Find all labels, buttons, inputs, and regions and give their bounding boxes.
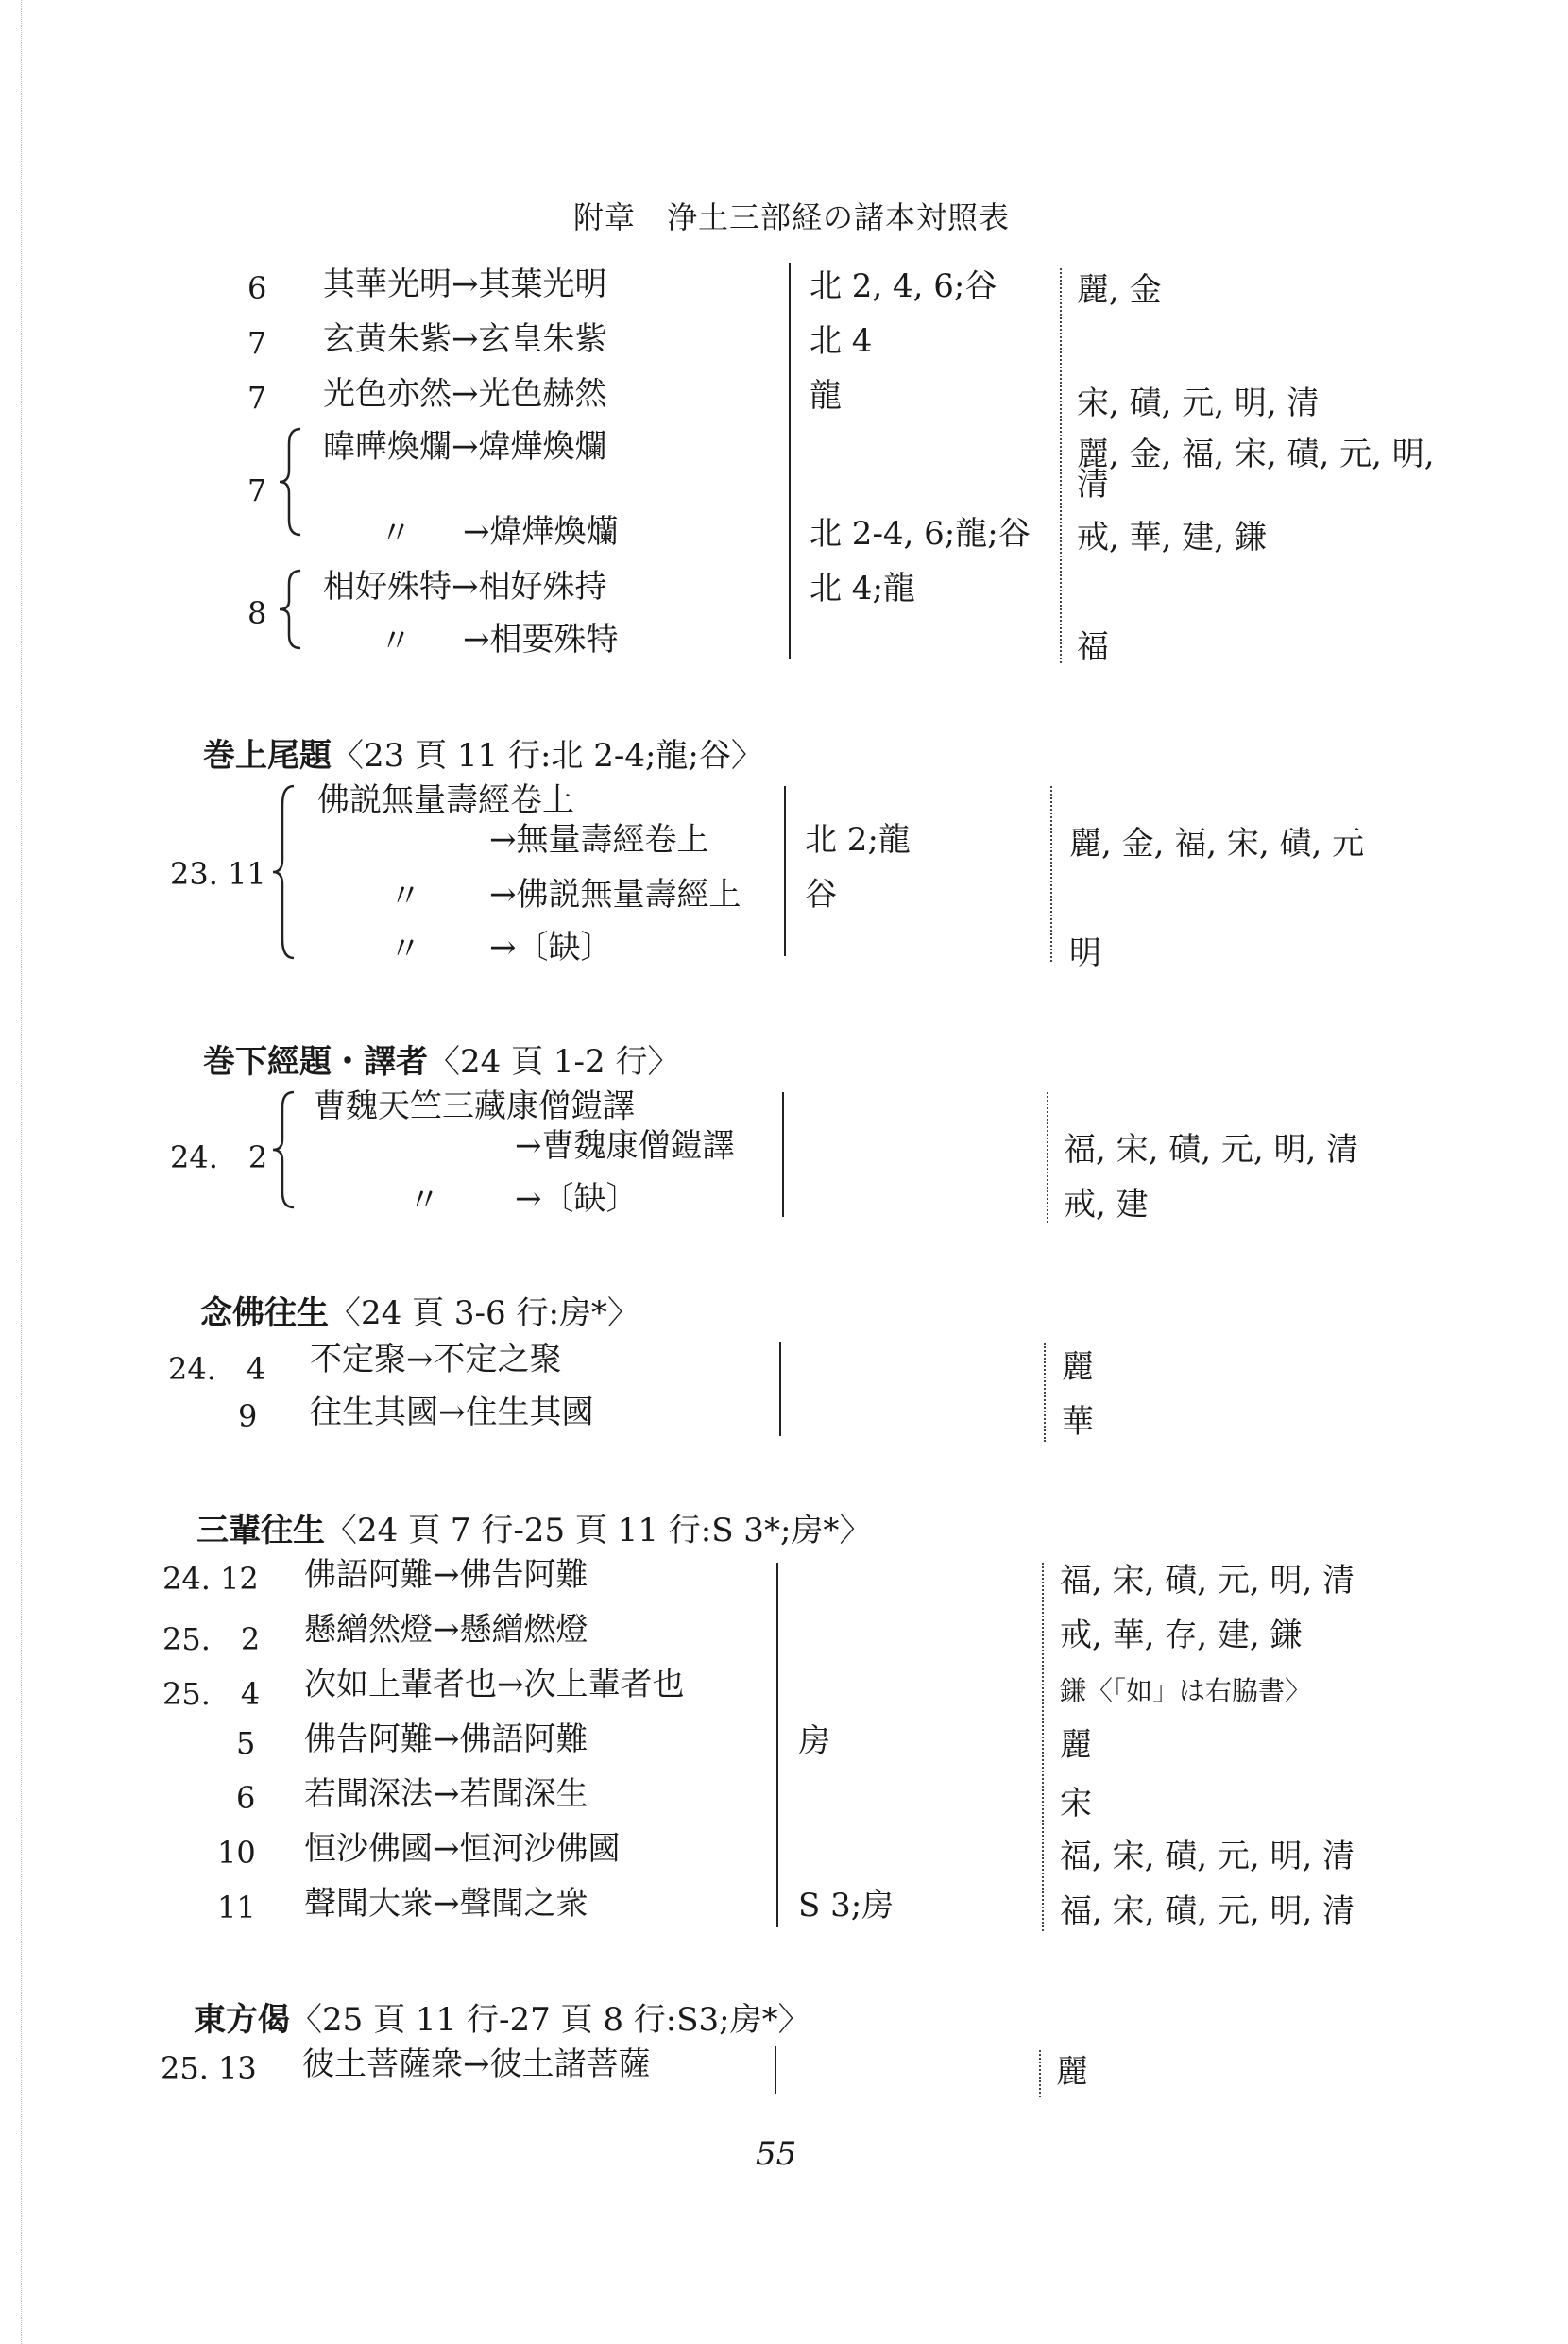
row-number: 24. 12 [162, 1561, 259, 1597]
section-title: 念佛往生 [200, 1294, 329, 1332]
row-text: 若聞深法→若聞深生 [304, 1775, 588, 1813]
row-right: 福, 宋, 磧, 元, 明, 清 [1060, 1562, 1355, 1600]
row-number: 7 [247, 380, 267, 416]
row-middle: 房 [798, 1722, 830, 1760]
section-reference: 〈23 頁 11 行:北 2-4;龍;谷〉 [332, 737, 763, 775]
column-dotted-rule [1060, 268, 1062, 663]
row-text: 光色亦然→光色赫然 [323, 375, 607, 413]
group-number: 7 [247, 472, 267, 508]
row-text: 暐曄煥爛→煒燁煥爛 [323, 428, 607, 466]
row-right: 麗, 金, 福, 宋, 磧, 元, 明, [1077, 436, 1435, 473]
row-number: 11 [217, 1890, 256, 1925]
column-rule [784, 786, 786, 956]
brace-icon [276, 425, 308, 539]
ditto-mark: 〃 [380, 515, 412, 553]
column-rule [776, 1563, 778, 1927]
column-rule [775, 2046, 776, 2094]
column-rule [782, 1092, 784, 1217]
row-number: 5 [236, 1725, 256, 1761]
row-text: 其華光明→其葉光明 [323, 265, 607, 303]
row-middle: 谷 [805, 876, 837, 914]
row-right: 福 [1077, 628, 1109, 666]
section-title: 東方偈 [194, 2001, 290, 2039]
row-text: 往生其國→住生其國 [310, 1394, 594, 1431]
row-middle: 北 2-4, 6;龍;谷 [810, 515, 1031, 553]
row-text: 相好殊特→相好殊持 [323, 568, 607, 606]
row-text: 佛説無量壽經卷上 [317, 781, 574, 819]
row-right: 鎌〈「如」は右脇書〉 [1060, 1675, 1312, 1706]
row-right: 麗, 金, 福, 宋, 磧, 元 [1069, 825, 1365, 863]
column-dotted-rule [1042, 1563, 1044, 1931]
group-number: 23. 11 [170, 856, 266, 892]
column-rule [779, 1342, 781, 1436]
row-text: →煒燁煥爤 [463, 513, 619, 551]
group-number: 8 [247, 595, 267, 631]
row-text: 懸繒然燈→懸繒燃燈 [304, 1611, 588, 1649]
row-right-cont: 清 [1077, 466, 1109, 504]
scan-edge [0, 0, 22, 2344]
row-number: 6 [247, 270, 267, 306]
row-right: 戒, 華, 建, 鎌 [1077, 519, 1267, 556]
section-heading [203, 1035, 679, 1082]
row-number: 24. 4 [168, 1351, 266, 1387]
row-right: 麗 [1062, 1348, 1094, 1386]
row-text: →無量壽經卷上 [489, 821, 709, 859]
column-rule [789, 263, 791, 659]
section-title: 巻下經題・譯者 [203, 1043, 428, 1081]
row-text: 曹魏天竺三藏康僧鎧譯 [314, 1087, 635, 1125]
section-title: 三輩往生 [196, 1512, 325, 1549]
row-middle: S 3;房 [798, 1887, 895, 1925]
row-right: 明 [1069, 934, 1101, 972]
column-dotted-rule [1044, 1343, 1046, 1442]
row-number: 25. 13 [161, 2050, 257, 2086]
section-title: 巻上尾題 [203, 737, 332, 775]
brace-icon [269, 1088, 301, 1211]
section-heading [203, 729, 763, 776]
row-right: 宋 [1060, 1785, 1092, 1822]
row-number: 9 [238, 1398, 258, 1434]
section-heading [200, 1287, 639, 1333]
row-text: 佛告阿難→佛語阿難 [304, 1720, 588, 1758]
row-text: 次如上輩者也→次上輩者也 [304, 1666, 685, 1703]
row-text: 玄黄朱紫→玄皇朱紫 [323, 320, 607, 358]
section-heading [196, 1504, 871, 1550]
row-right: 麗, 金 [1077, 271, 1162, 309]
ditto-mark: 〃 [389, 878, 421, 915]
page-header: 附章 浄土三部経の諸本対照表 [573, 199, 1011, 235]
row-right: 福, 宋, 磧, 元, 明, 清 [1064, 1131, 1359, 1169]
row-number: 10 [217, 1835, 256, 1871]
row-middle: 北 4;龍 [810, 570, 915, 607]
page-number: 55 [756, 2135, 797, 2173]
group-number: 24. 2 [170, 1139, 268, 1175]
brace-icon [269, 782, 301, 962]
column-dotted-rule [1050, 786, 1052, 962]
brace-icon [276, 567, 308, 652]
section-reference: 〈24 頁 3-6 行:房*〉 [329, 1294, 639, 1332]
section-reference: 〈24 頁 7 行-25 頁 11 行:S 3*;房*〉 [325, 1512, 872, 1549]
row-right: 麗 [1056, 2053, 1088, 2091]
row-right: 戒, 華, 存, 建, 鎌 [1060, 1617, 1303, 1654]
row-text: →〔缺〕 [515, 1180, 639, 1218]
row-middle: 北 4 [810, 322, 873, 360]
section-heading [194, 1993, 810, 2040]
section-reference: 〈25 頁 11 行-27 頁 8 行:S3;房*〉 [290, 2001, 810, 2039]
row-number: 25. 2 [162, 1621, 261, 1657]
row-right: 福, 宋, 磧, 元, 明, 清 [1060, 1892, 1355, 1930]
row-text: 佛語阿難→佛告阿難 [304, 1556, 588, 1594]
row-text: 恒沙佛國→恒河沙佛國 [304, 1830, 621, 1868]
row-middle: 北 2;龍 [805, 821, 911, 859]
row-text: →相要殊特 [463, 621, 619, 659]
column-dotted-rule [1047, 1092, 1048, 1223]
ditto-mark: 〃 [380, 623, 412, 660]
row-text: 彼土菩薩衆→彼土諸菩薩 [302, 2045, 651, 2083]
row-number: 6 [236, 1780, 256, 1816]
row-text: →佛説無量壽經上 [489, 876, 741, 914]
row-right: 宋, 磧, 元, 明, 清 [1077, 385, 1320, 422]
column-dotted-rule [1039, 2050, 1041, 2097]
ditto-mark: 〃 [389, 931, 421, 968]
row-middle: 北 2, 4, 6;谷 [810, 267, 997, 305]
row-middle: 龍 [810, 377, 842, 415]
row-right: 麗 [1060, 1726, 1092, 1764]
row-text: →〔缺〕 [489, 929, 613, 967]
ditto-mark: 〃 [408, 1182, 440, 1220]
row-number: 25. 4 [162, 1676, 261, 1712]
section-reference: 〈24 頁 1-2 行〉 [428, 1043, 680, 1081]
row-right: 華 [1062, 1403, 1094, 1441]
row-text: 聲聞大衆→聲聞之衆 [304, 1885, 588, 1923]
row-right: 福, 宋, 磧, 元, 明, 清 [1060, 1838, 1355, 1875]
row-text: 不定聚→不定之聚 [310, 1341, 562, 1378]
row-number: 7 [247, 325, 267, 361]
row-text: →曹魏康僧鎧譯 [515, 1127, 735, 1165]
row-right: 戒, 建 [1064, 1186, 1149, 1223]
